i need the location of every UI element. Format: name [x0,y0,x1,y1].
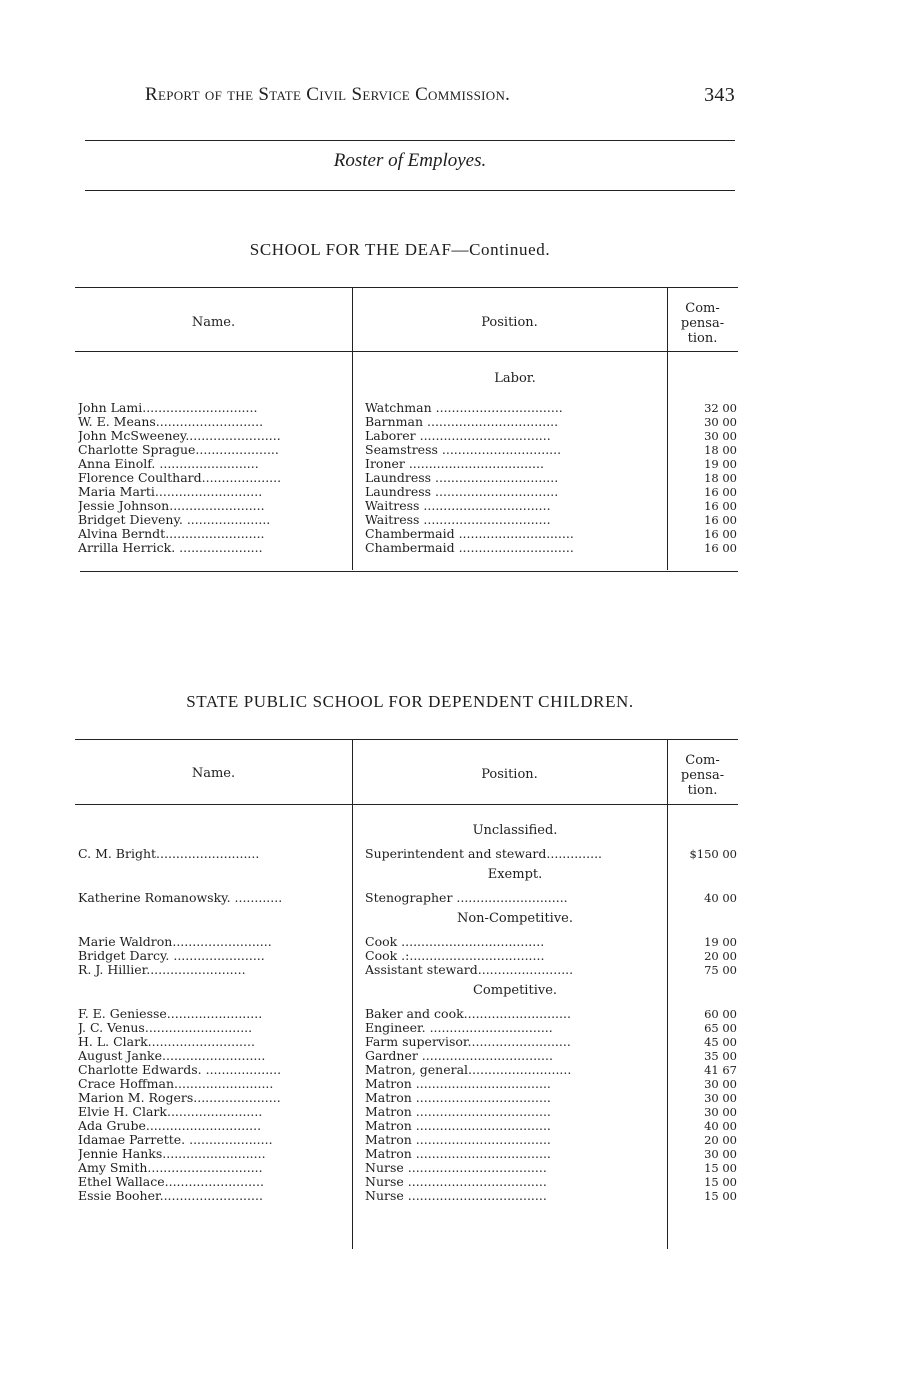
employee-position: Farm supervisor.......................... [365,1035,571,1049]
table-row [75,1147,738,1161]
employee-compensation: 15 00 [704,1189,737,1203]
table-row [75,949,738,963]
employee-name: John McSweeney........................ [78,429,281,443]
group-label-text: Unclassified. [472,823,558,838]
employee-name: Charlotte Sprague..................... [78,443,279,457]
employee-compensation: 41 67 [704,1063,737,1077]
employee-name: Marion M. Rogers...................... [78,1091,281,1105]
group-label [75,365,738,393]
employee-position: Laborer ................................. [365,429,551,443]
table-row [75,935,738,949]
employee-name: Jennie Hanks.......................... [78,1147,266,1161]
employee-compensation: 16 00 [704,541,737,555]
employee-compensation: 35 00 [704,1049,737,1063]
employee-compensation: 16 00 [704,527,737,541]
table-bottom-rule [80,571,738,572]
employee-position: Nurse ................................... [365,1161,547,1175]
employee-position: Matron .................................. [365,1147,551,1161]
section2-title: STATE PUBLIC SCHOOL FOR DEPENDENT CHILDREN. [186,692,634,711]
table-row [75,1161,738,1175]
header-comp-line1: Com- [685,753,720,768]
table-row [75,527,738,541]
employee-position: Matron .................................. [365,1105,551,1119]
employee-compensation: 40 00 [704,891,737,905]
table-row [75,1035,738,1049]
table-row [75,1189,738,1203]
employee-position: Cook .:.................................. [365,949,545,963]
employee-compensation: 16 00 [704,485,737,499]
employee-name: Maria Marti........................... [78,485,263,499]
employee-position: Matron, general.......................... [365,1063,572,1077]
employee-name: Bridget Dieveny. ..................... [78,513,271,527]
employee-name: Amy Smith............................. [78,1161,263,1175]
employee-name: J. C. Venus........................... [78,1021,253,1035]
employee-position: Baker and cook........................... [365,1007,571,1021]
group-label-text: Exempt. [487,867,543,882]
group-label [75,817,738,845]
header-comp-line2: pensa- [680,316,725,331]
employee-position: Laundress ............................... [365,471,559,485]
employee-compensation: 75 00 [704,963,737,977]
employee-compensation: 20 00 [704,949,737,963]
employee-position: Gardner ................................. [365,1049,553,1063]
employee-compensation: 30 00 [704,1091,737,1105]
employee-name: R. J. Hillier......................... [78,963,246,977]
employee-name: Bridget Darcy. ....................... [78,949,265,963]
table-row [75,1119,738,1133]
employee-position: Stenographer ............................ [365,891,568,905]
employee-position: Laundress ............................... [365,485,559,499]
table-row [75,891,738,905]
employee-position: Superintendent and steward.............. [365,847,603,861]
table-row [75,963,738,977]
table-row [75,415,738,429]
employee-compensation: 30 00 [704,1105,737,1119]
table-row [75,471,738,485]
employee-compensation: 19 00 [704,457,737,471]
employee-compensation: 18 00 [704,471,737,485]
header-compensation [667,753,738,798]
employee-position: Seamstress .............................. [365,443,562,457]
table-row [75,1091,738,1105]
table-row [75,443,738,457]
header-bottom-rule [75,351,738,352]
employee-compensation: 30 00 [704,415,737,429]
table-row [75,457,738,471]
employee-position: Assistant steward........................ [365,963,574,977]
employee-position: Engineer. ............................... [365,1021,553,1035]
section1-title: SCHOOL FOR THE DEAF—Continued. [249,240,551,259]
top-rule-2 [85,190,735,191]
header-position: Position. [481,315,538,330]
group-label-text: Competitive. [472,983,558,998]
running-head-title: Report of the State Civil Service Commission. [145,84,511,105]
employee-name: Katherine Romanowsky. ............ [78,891,283,905]
employee-name: Crace Hoffman......................... [78,1077,274,1091]
group-label [75,905,738,933]
table-row [75,847,738,861]
section2-table [75,739,738,1249]
employee-compensation: 45 00 [704,1035,737,1049]
group-spacer [75,393,738,401]
header-bottom-rule [75,804,738,805]
table-row [75,513,738,527]
employee-name: Idamae Parrette. ..................... [78,1133,273,1147]
table-row [75,1021,738,1035]
section2-rows [75,817,738,1203]
employee-compensation: 18 00 [704,443,737,457]
table-row [75,401,738,415]
employee-compensation: 65 00 [704,1021,737,1035]
employee-name: Essie Booher.......................... [78,1189,263,1203]
group-label-text: Non-Competitive. [456,911,574,926]
employee-compensation: 15 00 [704,1175,737,1189]
employee-position: Cook .................................... [365,935,545,949]
employee-name: Anna Einolf. ......................... [78,457,259,471]
employee-compensation: 20 00 [704,1133,737,1147]
section1-table [75,287,738,572]
employee-name: Arrilla Herrick. ..................... [78,541,263,555]
employee-name: Ada Grube............................. [78,1119,262,1133]
table-top-rule [75,739,738,740]
header-name: Name. [191,766,236,781]
employee-name: C. M. Bright.......................... [78,847,260,861]
employee-position: Nurse ................................... [365,1175,547,1189]
employee-compensation: 15 00 [704,1161,737,1175]
employee-position: Matron .................................. [365,1091,551,1105]
employee-compensation: $150 00 [689,847,737,861]
group-label [75,861,738,889]
employee-name: F. E. Geniesse........................ [78,1007,263,1021]
header-position: Position. [481,767,538,782]
employee-compensation: 16 00 [704,513,737,527]
employee-name: Alvina Berndt......................... [78,527,265,541]
table-row [75,1077,738,1091]
table-row [75,1175,738,1189]
section1-rows [75,365,738,555]
table-row [75,1133,738,1147]
table-row [75,1105,738,1119]
employee-compensation: 32 00 [704,401,737,415]
employee-position: Ironer .................................. [365,457,544,471]
header-name: Name. [191,315,236,330]
employee-position: Chambermaid ............................. [365,527,574,541]
header-comp-line2: pensa- [680,768,725,783]
table-row [75,1049,738,1063]
table-row [75,541,738,555]
table-row [75,1007,738,1021]
table-row [75,499,738,513]
top-rule-1 [85,140,735,141]
employee-position: Barnman ................................. [365,415,559,429]
table-row [75,1063,738,1077]
header-comp-line3: tion. [687,331,718,346]
table-top-rule [75,287,738,288]
table-row [75,429,738,443]
employee-compensation: 16 00 [704,499,737,513]
employee-compensation: 30 00 [704,1147,737,1161]
employee-compensation: 30 00 [704,429,737,443]
group-label-text: Labor. [494,371,536,386]
page-number: 343 [704,84,735,106]
employee-position: Matron .................................. [365,1077,551,1091]
roster-title: Roster of Employes. [333,150,487,171]
employee-name: W. E. Means........................... [78,415,264,429]
employee-compensation: 30 00 [704,1077,737,1091]
employee-name: Jessie Johnson........................ [78,499,265,513]
employee-name: Marie Waldron......................... [78,935,272,949]
employee-position: Chambermaid ............................. [365,541,574,555]
group-label [75,977,738,1005]
employee-name: H. L. Clark........................... [78,1035,255,1049]
employee-name: John Lami............................. [78,401,258,415]
running-head [145,84,735,110]
employee-compensation: 40 00 [704,1119,737,1133]
employee-position: Nurse ................................... [365,1189,547,1203]
header-comp-line3: tion. [687,783,718,798]
employee-position: Watchman ................................ [365,401,563,415]
table-row [75,485,738,499]
employee-name: August Janke.......................... [78,1049,266,1063]
employee-name: Charlotte Edwards. ................... [78,1063,282,1077]
employee-compensation: 19 00 [704,935,737,949]
employee-position: Waitress ................................ [365,499,551,513]
employee-name: Elvie H. Clark........................ [78,1105,263,1119]
employee-position: Matron .................................. [365,1133,551,1147]
header-comp-line1: Com- [685,301,720,316]
employee-position: Matron .................................. [365,1119,551,1133]
employee-compensation: 60 00 [704,1007,737,1021]
employee-name: Florence Coulthard.................... [78,471,282,485]
employee-name: Ethel Wallace......................... [78,1175,264,1189]
header-compensation [667,301,738,346]
employee-position: Waitress ................................ [365,513,551,527]
